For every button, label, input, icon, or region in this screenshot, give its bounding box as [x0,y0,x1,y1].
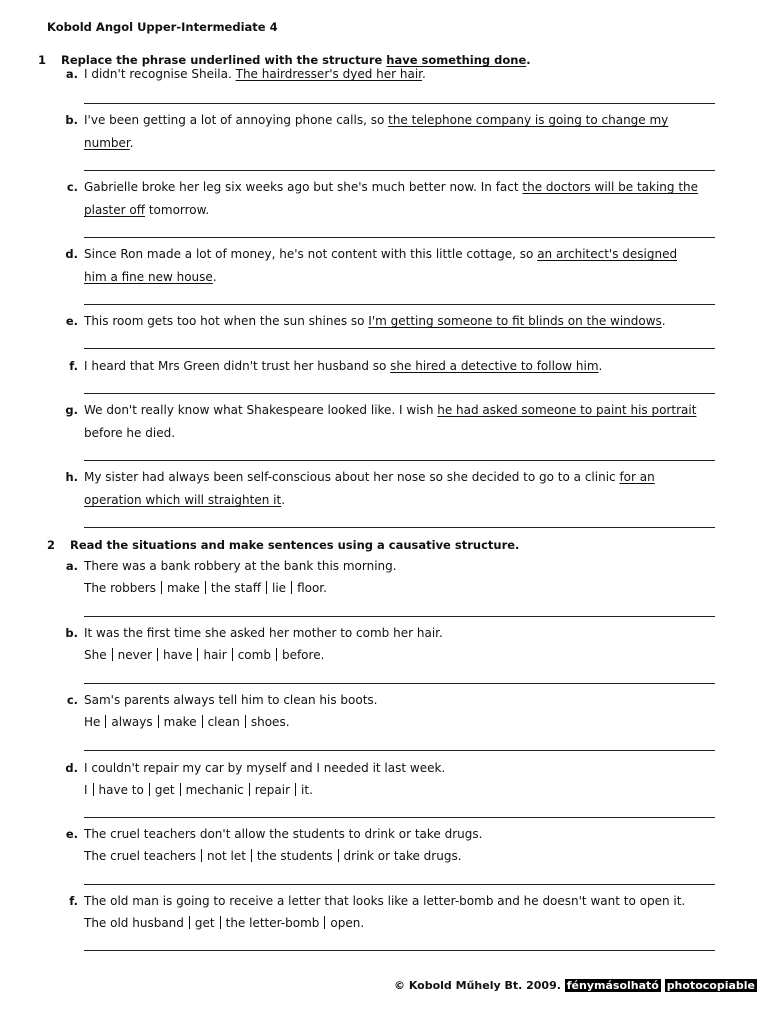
sentence-text: before he died. [84,426,176,440]
sentence-text: . [129,136,134,150]
item-label: b. [65,626,78,640]
sentence-text: . [598,359,603,373]
word-separator [251,849,252,862]
word-separator [232,648,233,661]
section-2-title: Read the situations and make sentences using a causative structure. [70,538,520,552]
word-separator [180,783,181,796]
answer-line[interactable] [84,884,715,885]
prompt-word: shoes. [250,715,290,729]
prompt-word: He [84,715,101,729]
item-text-line [84,403,696,417]
word-separator [201,849,202,862]
section-2-number: 2 [47,538,56,552]
answer-line[interactable] [84,460,715,461]
prompt-word: The robbers [84,581,156,595]
item-text-line [84,359,602,373]
prompt-word: comb [237,648,271,662]
sentence-text: My sister had always been self-conscious about her nose so she decided to go to a clinic [84,470,620,484]
prompt-word: the staff [210,581,261,595]
item-text-line [84,314,666,328]
answer-line[interactable] [84,817,715,818]
underlined-phrase: he had asked someone to paint his portrait [437,403,697,417]
prompt-word: lie [272,581,287,595]
item-label: f. [69,894,78,908]
word-separator [220,916,221,929]
word-separator [112,648,113,661]
sentence-text: I didn't recognise Sheila. [84,67,236,81]
word-separator [189,916,190,929]
prompt-word: The cruel teachers [84,849,197,863]
underlined-phrase: The hairdresser's dyed her hair [235,67,423,81]
prompt-word: drink or take drugs. [343,849,462,863]
document-header: Kobold Angol Upper-Intermediate 4 [47,20,278,34]
item-text-line [84,247,677,261]
item-text-line [84,67,426,81]
section-1-title-end: . [526,53,531,67]
answer-line[interactable] [84,616,715,617]
item-label: b. [65,113,78,127]
prompt-word: make [163,715,197,729]
section-1-number: 1 [38,53,47,67]
item-label: h. [65,470,78,484]
sentence-text: Gabrielle broke her leg six weeks ago but she's much better now. In fact [84,180,523,194]
word-prompt [84,648,324,662]
sentence-text: I've been getting a lot of annoying phone calls, so [84,113,389,127]
word-separator [105,715,106,728]
item-label: d. [65,761,78,775]
item-label: a. [65,67,78,81]
prompt-word: the letter-bomb [225,916,320,930]
word-separator [197,648,198,661]
situation-text: The cruel teachers don't allow the students to drink or take drugs. [84,827,483,841]
underlined-phrase: she hired a detective to follow him [390,359,599,373]
answer-line[interactable] [84,750,715,751]
prompt-word: before. [281,648,325,662]
answer-line[interactable] [84,683,715,684]
word-separator [249,783,250,796]
prompt-word: mechanic [185,783,244,797]
underlined-phrase: the doctors will be taking the [522,180,699,194]
underlined-phrase: him a fine new house [84,270,213,284]
prompt-word: I [84,783,88,797]
item-text-line [84,493,285,507]
item-text-line [84,136,134,150]
word-separator [157,648,158,661]
word-prompt [84,849,462,863]
word-prompt [84,916,364,930]
item-label: c. [66,180,78,194]
underlined-phrase: for an [619,470,655,484]
sentence-text: . [212,270,217,284]
word-separator [324,916,325,929]
item-label: e. [65,314,78,328]
sentence-text: tomorrow. [145,203,210,217]
prompt-word: have to [98,783,144,797]
item-label: c. [66,693,78,707]
word-separator [161,581,162,594]
word-prompt [84,783,313,797]
prompt-word: hair [203,648,227,662]
answer-line[interactable] [84,304,715,305]
word-separator [202,715,203,728]
sentence-text: We don't really know what Shakespeare looked like. I wish [84,403,438,417]
underlined-phrase: an architect's designed [537,247,678,261]
answer-line[interactable] [84,237,715,238]
item-label: g. [65,403,78,417]
answer-line[interactable] [84,348,715,349]
item-text-line [84,470,655,484]
situation-text: Sam's parents always tell him to clean his boots. [84,693,378,707]
word-separator [291,581,292,594]
prompt-word: the students [256,849,333,863]
sentence-text: I heard that Mrs Green didn't trust her husband so [84,359,391,373]
word-separator [149,783,150,796]
word-separator [93,783,94,796]
section-1-title [61,53,531,67]
item-text-line [84,426,175,440]
prompt-word: have [163,648,193,662]
word-prompt [84,715,290,729]
footer-tag-hu: fénymásolható [566,979,659,992]
footer [394,979,757,992]
item-text-line [84,203,209,217]
answer-line[interactable] [84,103,715,104]
prompt-word: it. [301,783,313,797]
item-label: e. [65,827,78,841]
item-label: d. [65,247,78,261]
section-1-target-structure: have something done [386,53,527,67]
situation-text: There was a bank robbery at the bank this morning. [84,559,397,573]
sentence-text: . [661,314,666,328]
word-prompt [84,581,327,595]
answer-line[interactable] [84,393,715,394]
underlined-phrase: I'm getting someone to fit blinds on the windows [368,314,662,328]
answer-line[interactable] [84,170,715,171]
prompt-word: repair [254,783,291,797]
situation-text: I couldn't repair my car by myself and I needed it last week. [84,761,446,775]
prompt-word: get [194,916,215,930]
word-separator [338,849,339,862]
footer-copyright: © Kobold Műhely Bt. 2009. [394,979,561,992]
prompt-word: never [117,648,153,662]
word-separator [205,581,206,594]
item-text-line [84,180,698,194]
prompt-word: She [84,648,107,662]
situation-text: The old man is going to receive a letter that looks like a letter-bomb and he doesn't want to open it. [84,894,686,908]
footer-tag-en: photocopiable [666,979,756,992]
word-separator [245,715,246,728]
prompt-word: get [154,783,175,797]
item-label: f. [69,359,78,373]
item-text-line [84,113,668,127]
sentence-text: . [422,67,426,81]
word-separator [276,648,277,661]
prompt-word: not let [207,849,246,863]
word-separator [266,581,267,594]
situation-text: It was the first time she asked her mother to comb her hair. [84,626,443,640]
word-separator [295,783,296,796]
sentence-text: . [281,493,286,507]
section-1-title-text: Replace the phrase underlined with the structure [61,53,387,67]
item-label: a. [65,559,78,573]
sentence-text: Since Ron made a lot of money, he's not content with this little cottage, so [84,247,538,261]
underlined-phrase: number [84,136,130,150]
word-separator [158,715,159,728]
prompt-word: clean [207,715,240,729]
underlined-phrase: plaster off [84,203,146,217]
sentence-text: This room gets too hot when the sun shines so [84,314,369,328]
underlined-phrase: the telephone company is going to change my [388,113,669,127]
prompt-word: open. [330,916,365,930]
prompt-word: floor. [297,581,327,595]
prompt-word: always [111,715,153,729]
answer-line[interactable] [84,527,715,528]
item-text-line [84,270,217,284]
underlined-phrase: operation which will straighten it [84,493,282,507]
prompt-word: make [166,581,200,595]
prompt-word: The old husband [84,916,184,930]
answer-line[interactable] [84,950,715,951]
